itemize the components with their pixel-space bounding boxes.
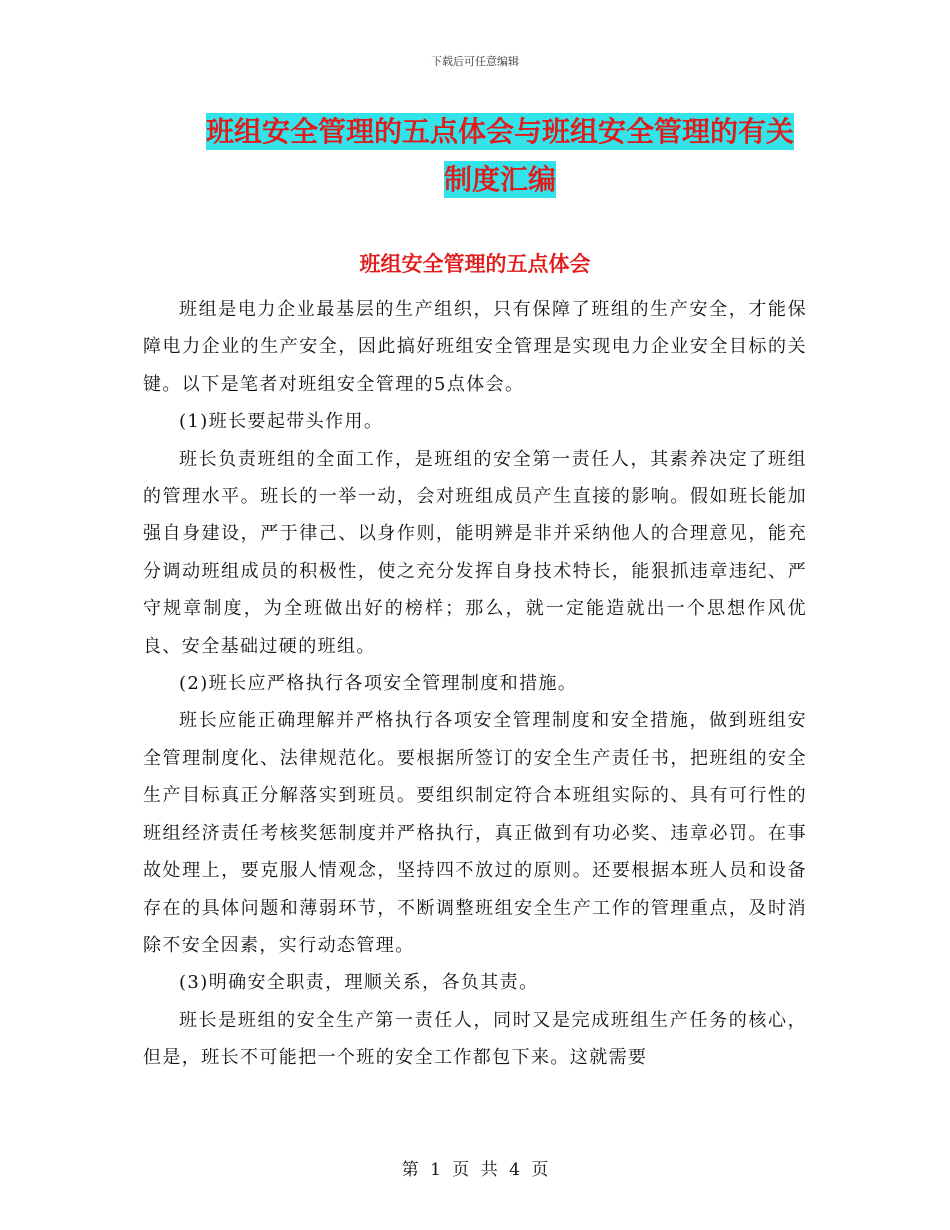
header-note: 下载后可任意编辑 bbox=[431, 55, 519, 68]
document-title-text: 班组安全管理的五点体会与班组安全管理的有关制度汇编 bbox=[205, 115, 794, 196]
paragraph: 班长应能正确理解并严格执行各项安全管理制度和安全措施，做到班组安全管理制度化、法律规范化。要根据所签订的安全生产责任书，把班组的安全生产目标真正分解落实到班员。要组织制定符合本班组实际的、具有可行性的班组经济责任考核奖惩制度并严格执行，真正做到有功必奖、违章必罚。在事故处理上，要克服人情观念，坚持四不放过的原则。还要根据本班人员和设备存在的具体问题和薄弱环节，不断调整班组安全生产工作的管理重点，及时消除不安全因素，实行动态管理。 bbox=[143, 710, 807, 956]
document-title bbox=[195, 108, 805, 204]
paragraph: (1)班长要起带头作用。 bbox=[179, 411, 384, 433]
body-text bbox=[143, 291, 807, 1077]
paragraph: 班组是电力企业最基层的生产组织，只有保障了班组的生产安全，才能保障电力企业的生产安全，因此搞好班组安全管理是实现电力企业安全目标的关键。以下是笔者对班组安全管理的5点体会。 bbox=[143, 299, 807, 395]
paragraph: 班长负责班组的全面工作，是班组的安全第一责任人，其素养决定了班组的管理水平。班长的一举一动，会对班组成员产生直接的影响。假如班长能加强自身建设，严于律己、以身作则，能明辨是非并采纳他人的合理意见，能充分调动班组成员的积极性，使之充分发挥自身技术特长，能狠抓违章违纪、严守规章制度，为全班做出好的榜样；那么，就一定能造就出一个思想作风优良、安全基础过硬的班组。 bbox=[143, 448, 807, 657]
section-title: 班组安全管理的五点体会 bbox=[359, 252, 591, 276]
paragraph: 班长是班组的安全生产第一责任人，同时又是完成班组生产任务的核心，但是，班长不可能把一个班的安全工作都包下来。这就需要 bbox=[143, 1009, 807, 1069]
page-footer: 第 1 页 共 4 页 bbox=[401, 1160, 549, 1180]
paragraph: (3)明确安全职责，理顺关系，各负其责。 bbox=[179, 972, 539, 994]
paragraph: (2)班长应严格执行各项安全管理制度和措施。 bbox=[179, 673, 578, 695]
